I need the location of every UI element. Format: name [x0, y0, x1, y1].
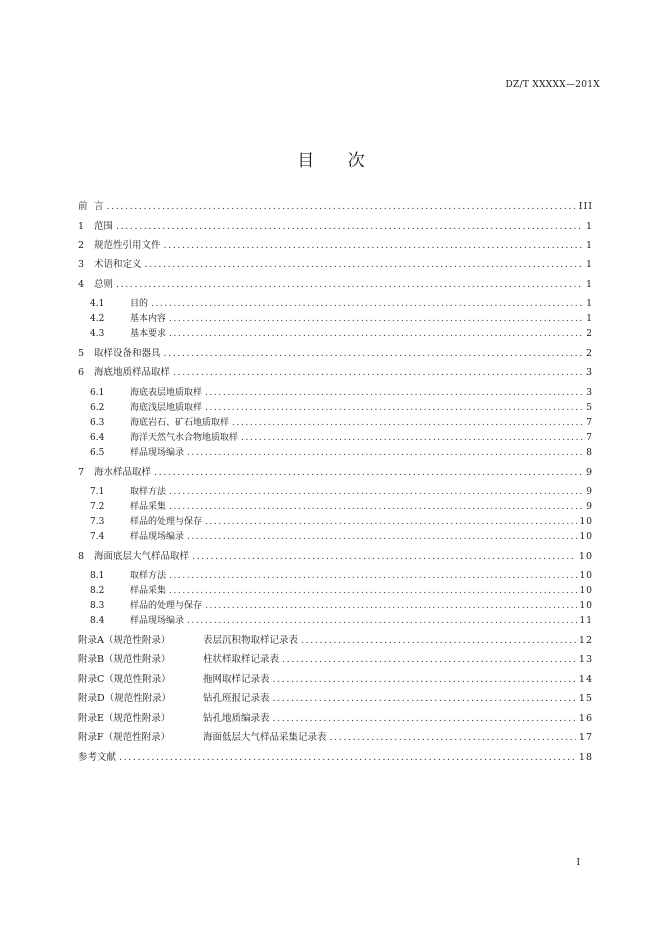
toc-entry[interactable] — [78, 515, 593, 529]
toc-entry-page: 10 — [579, 601, 593, 611]
toc-entry-page: 1 — [585, 259, 593, 270]
toc-entry-title: 海底表层地质取样 — [130, 388, 203, 398]
toc-entry-page: 14 — [578, 674, 593, 685]
toc-entry-number: 参考文献 — [78, 752, 117, 763]
toc-entry-title: 取样方法 — [130, 487, 167, 497]
toc-leader-dots — [273, 712, 576, 726]
toc-entry-page: 10 — [579, 532, 593, 542]
toc-entry-page: 7 — [586, 418, 593, 428]
toc-entry-page: III — [578, 201, 593, 212]
toc-leader-dots — [169, 485, 582, 499]
toc-leader-dots — [187, 446, 582, 460]
toc-entry[interactable] — [78, 634, 593, 648]
toc-entry-page: 1 — [585, 221, 593, 232]
toc-entry-number: 8.1 — [90, 571, 105, 581]
toc-entry[interactable] — [78, 712, 593, 726]
toc-entry-title: 柱状样取样记录表 — [203, 654, 280, 665]
toc-entry-page: 16 — [578, 713, 593, 724]
page-title: 目 次 — [297, 151, 379, 171]
toc-leader-dots — [282, 653, 576, 667]
toc-entry-number: 6.3 — [90, 418, 105, 428]
toc-entry-page: 9 — [586, 487, 593, 497]
toc-entry-page: 11 — [579, 616, 593, 626]
toc-entry[interactable] — [78, 327, 593, 341]
toc-entry-page: 9 — [586, 502, 593, 512]
toc-leader-dots — [173, 366, 582, 380]
toc-leader-dots — [169, 569, 577, 583]
toc-leader-dots — [273, 673, 576, 687]
toc-entry-title: 取样设备和器具 — [94, 348, 161, 359]
toc-leader-dots — [154, 466, 582, 480]
toc-leader-dots — [169, 312, 582, 326]
toc-entry-page: 17 — [578, 732, 593, 743]
toc-entry[interactable] — [78, 550, 593, 564]
toc-entry-title: 范围 — [94, 221, 114, 232]
toc-entry-page: 1 — [586, 299, 593, 309]
toc-leader-dots — [273, 692, 576, 706]
toc-entry[interactable] — [78, 584, 593, 598]
toc-leader-dots — [116, 278, 582, 292]
toc-entry-title: 样品现场编录 — [130, 448, 185, 458]
toc-entry-title: 样品的处理与保存 — [130, 601, 203, 611]
toc-entry[interactable] — [78, 258, 593, 272]
toc-entry-number: 7.2 — [90, 502, 105, 512]
toc-entry[interactable] — [78, 673, 593, 687]
toc-entry-number: 附录D（规范性附录） — [78, 693, 172, 704]
toc-entry-page: 12 — [578, 635, 593, 646]
toc-entry[interactable] — [78, 751, 593, 765]
toc-entry-title: 海底岩石、矿石地质取样 — [130, 418, 230, 428]
toc-entry[interactable] — [78, 366, 593, 380]
toc-entry[interactable] — [78, 220, 593, 234]
toc-entry-page: 3 — [586, 388, 593, 398]
toc-leader-dots — [116, 220, 582, 234]
toc-leader-dots — [301, 634, 576, 648]
toc-entry-title: 钻孔班报记录表 — [203, 693, 270, 704]
toc-entry-page: 9 — [585, 467, 593, 478]
toc-entry-page: 5 — [586, 403, 593, 413]
toc-entry-page: 10 — [579, 571, 593, 581]
toc-leader-dots — [169, 584, 577, 598]
toc-entry-title: 拖网取样记录表 — [203, 674, 270, 685]
toc-entry-page: 10 — [578, 551, 593, 562]
document-code: DZ/T XXXXX—201X — [505, 80, 600, 90]
toc-entry[interactable] — [78, 401, 593, 415]
toc-entry-title: 取样方法 — [130, 571, 167, 581]
toc-entry-number: 前 — [78, 201, 88, 212]
toc-entry-title: 表层沉积物取样记录表 — [203, 635, 299, 646]
toc-entry-title: 海洋天然气水合物地质取样 — [130, 433, 239, 443]
toc-leader-dots — [119, 751, 576, 765]
toc-entry-number: 7 — [78, 467, 85, 478]
toc-entry[interactable] — [78, 297, 593, 311]
toc-entry-number: 8 — [78, 551, 85, 562]
toc-entry-number: 1 — [78, 221, 85, 232]
toc-entry[interactable] — [78, 731, 593, 745]
toc-entry-title: 总则 — [94, 279, 114, 290]
toc-leader-dots — [107, 200, 576, 214]
toc-entry-page: 2 — [585, 348, 593, 359]
toc-leader-dots — [164, 347, 582, 361]
toc-entry-title: 基本内容 — [130, 314, 167, 324]
toc-entry-title: 样品现场编录 — [130, 616, 185, 626]
toc-entry[interactable] — [78, 569, 593, 583]
page-number: I — [576, 858, 580, 868]
toc-entry-page: 13 — [578, 654, 593, 665]
toc-entry[interactable] — [78, 485, 593, 499]
toc-entry-title: 海面底层大气样品取样 — [94, 551, 190, 562]
toc-entry-title: 规范性引用文件 — [94, 240, 161, 251]
toc-entry-page: 1 — [586, 314, 593, 324]
toc-entry-title: 海面低层大气样品采集记录表 — [203, 732, 327, 743]
toc-entry-number: 3 — [78, 259, 85, 270]
toc-leader-dots — [187, 614, 577, 628]
toc-entry-number: 6 — [78, 367, 85, 378]
toc-entry[interactable] — [78, 431, 593, 445]
toc-entry-number: 7.1 — [90, 487, 105, 497]
toc-entry-page: 2 — [586, 329, 593, 339]
toc-entry-title: 钻孔地质编录表 — [203, 713, 270, 724]
toc-entry-number: 附录E（规范性附录） — [78, 713, 171, 724]
toc-entry[interactable] — [78, 446, 593, 460]
toc-entry-number: 2 — [78, 240, 85, 251]
toc-leader-dots — [145, 258, 582, 272]
toc-entry[interactable] — [78, 416, 593, 430]
toc-entry-page: 3 — [585, 367, 593, 378]
toc-entry-page: 15 — [578, 693, 593, 704]
toc-entry-number: 6.2 — [90, 403, 105, 413]
toc-entry-title: 言 — [94, 201, 104, 212]
toc-entry-page: 7 — [586, 433, 593, 443]
toc-entry-title: 海底地质样品取样 — [94, 367, 171, 378]
toc-entry-number: 附录B（规范性附录） — [78, 654, 171, 665]
toc-leader-dots — [232, 416, 582, 430]
toc-entry-page: 8 — [586, 448, 593, 458]
toc-leader-dots — [169, 327, 582, 341]
toc-entry-title: 海水样品取样 — [94, 467, 152, 478]
toc-entry[interactable] — [78, 530, 593, 544]
toc-entry-number: 7.4 — [90, 532, 105, 542]
toc-leader-dots — [205, 515, 577, 529]
toc-entry-page: 1 — [585, 279, 593, 290]
toc-entry[interactable] — [78, 200, 593, 214]
toc-entry-number: 附录A（规范性附录） — [78, 635, 171, 646]
toc-leader-dots — [205, 599, 577, 613]
toc-entry-page: 10 — [579, 517, 593, 527]
toc-entry[interactable] — [78, 239, 593, 253]
toc-leader-dots — [187, 530, 577, 544]
toc-entry[interactable] — [78, 278, 593, 292]
toc-entry[interactable] — [78, 599, 593, 613]
toc-leader-dots — [151, 297, 582, 311]
toc-leader-dots — [169, 500, 582, 514]
toc-entry-title: 样品的处理与保存 — [130, 517, 203, 527]
toc-entry-title: 样品采集 — [130, 502, 167, 512]
toc-entry-title: 基本要求 — [130, 329, 167, 339]
toc-entry-number: 附录F（规范性附录） — [78, 732, 171, 743]
toc-entry-number: 4.3 — [90, 329, 105, 339]
toc-entry[interactable] — [78, 347, 593, 361]
toc-entry[interactable] — [78, 386, 593, 400]
toc-entry-number: 8.3 — [90, 601, 105, 611]
toc-entry-number: 7.3 — [90, 517, 105, 527]
toc-entry-number: 4.1 — [90, 299, 105, 309]
toc-entry-number: 6.1 — [90, 388, 105, 398]
toc-entry-number: 6.5 — [90, 448, 105, 458]
toc-entry-page: 18 — [578, 752, 593, 763]
toc-entry[interactable] — [78, 500, 593, 514]
toc-entry-number: 8.4 — [90, 616, 105, 626]
toc-entry[interactable] — [78, 466, 593, 480]
toc-entry-number: 附录C（规范性附录） — [78, 674, 171, 685]
toc-leader-dots — [192, 550, 576, 564]
toc-leader-dots — [330, 731, 576, 745]
toc-leader-dots — [164, 239, 582, 253]
toc-leader-dots — [241, 431, 582, 445]
toc-entry[interactable] — [78, 653, 593, 667]
toc-entry-title: 目的 — [130, 299, 149, 309]
toc-entry-number: 8.2 — [90, 586, 105, 596]
toc-entry[interactable] — [78, 692, 593, 706]
toc-entry-number: 4.2 — [90, 314, 105, 324]
toc-entry-title: 样品采集 — [130, 586, 167, 596]
toc-entry-title: 术语和定义 — [94, 259, 142, 270]
toc-entry-page: 10 — [579, 586, 593, 596]
toc-entry[interactable] — [78, 312, 593, 326]
toc-entry-title: 海底浅层地质取样 — [130, 403, 203, 413]
toc-entry-title: 样品现场编录 — [130, 532, 185, 542]
toc-leader-dots — [205, 401, 582, 415]
toc-entry-number: 5 — [78, 348, 85, 359]
toc-entry-number: 4 — [78, 279, 85, 290]
toc-entry-number: 6.4 — [90, 433, 105, 443]
toc-entry[interactable] — [78, 614, 593, 628]
toc-leader-dots — [205, 386, 582, 400]
toc-entry-page: 1 — [585, 240, 593, 251]
